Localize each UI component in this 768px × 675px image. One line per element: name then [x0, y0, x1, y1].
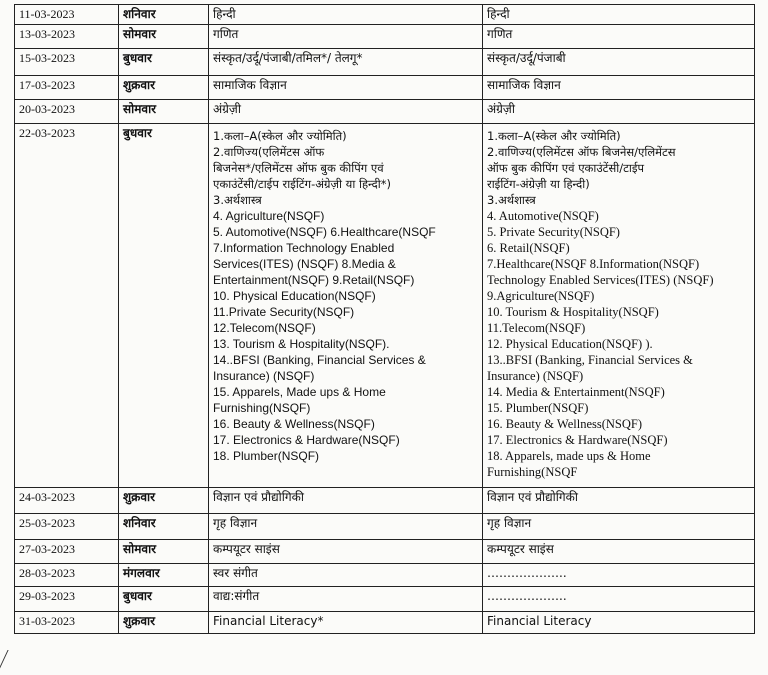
subject-list-item: 2.वाणिज्य(एलिमेंटस ऑफ: [213, 145, 325, 159]
subject-col-a: स्वर संगीत: [209, 564, 483, 587]
subject-col-a: कम्पयूटर साइंस: [209, 540, 483, 564]
table-row: [15, 49, 755, 76]
subject-col-a: अंग्रेज़ी: [209, 100, 483, 124]
exam-day: सोमवार: [119, 540, 209, 564]
subject-list-item: 12.Telecom(NSQF): [213, 321, 316, 335]
exam-date: 11-03-2023: [15, 5, 119, 25]
exam-day: सोमवार: [119, 100, 209, 124]
subject-col-b: अंग्रेज़ी: [483, 100, 755, 124]
exam-date: 27-03-2023: [15, 540, 119, 564]
subject-list-item: 9.Agriculture(NSQF): [487, 289, 595, 303]
subject-list-item: 15. Plumber(NSQF): [487, 401, 589, 415]
exam-date: 13-03-2023: [15, 25, 119, 49]
subject-list-item: 11.Private Security(NSQF): [213, 305, 355, 319]
subject-col-a: हिन्दी: [209, 5, 483, 25]
exam-day: मंगलवार: [119, 564, 209, 587]
subject-list-item: 10. Tourism & Hospitality(NSQF): [487, 305, 659, 319]
exam-date: 25-03-2023: [15, 514, 119, 540]
subject-list-item: 14..BFSI (Banking, Financial Services &: [213, 353, 426, 367]
table-row: [15, 25, 755, 49]
subject-col-b: हिन्दी: [483, 5, 755, 25]
table-row: [15, 76, 755, 100]
subject-col-b: सामाजिक विज्ञान: [483, 76, 755, 100]
subject-list-item: 7.Healthcare(NSQF 8.Information(NSQF): [487, 257, 700, 271]
exam-date: 17-03-2023: [15, 76, 119, 100]
exam-date: 22-03-2023: [15, 124, 119, 488]
subject-list-item: 3.अर्थशास्त्र: [487, 193, 536, 207]
subject-col-a: संस्कृत/उर्दू/पंजाबी/तमिल*/ तेलगू*: [209, 49, 483, 76]
subject-list-item: राईटिंग-अंग्रेज़ी या हिन्दी): [487, 177, 590, 191]
subject-list-item: Entertainment(NSQF) 9.Retail(NSQF): [213, 273, 415, 287]
subject-list-item: 7.Information Technology Enabled: [213, 241, 395, 255]
subject-list-item: 16. Beauty & Wellness(NSQF): [487, 417, 643, 431]
exam-day: शुक्रवार: [119, 612, 209, 634]
subject-list-item: 12. Physical Education(NSQF) ).: [487, 337, 653, 351]
subject-list-item: Furnishing(NSQF: [487, 465, 578, 479]
subject-list-item: 16. Beauty & Wellness(NSQF): [213, 417, 375, 431]
subject-col-a: विज्ञान एवं प्रौद्योगिकी: [209, 488, 483, 514]
subject-list-item: 3.अर्थशास्त्र: [213, 193, 262, 207]
subject-list-item: 14. Media & Entertainment(NSQF): [487, 385, 665, 399]
exam-schedule-table: [14, 4, 755, 634]
table-row: [15, 540, 755, 564]
table-row: [15, 587, 755, 612]
subject-col-b: विज्ञान एवं प्रौद्योगिकी: [483, 488, 755, 514]
subject-list-item: 17. Electronics & Hardware(NSQF): [487, 433, 668, 447]
exam-date: 29-03-2023: [15, 587, 119, 612]
subject-list-item: बिजनेस*/एलिमेंटस ऑफ बुक कीपिंग एवं: [213, 161, 384, 175]
table-row: [15, 564, 755, 587]
exam-date: 15-03-2023: [15, 49, 119, 76]
exam-day: शनिवार: [119, 5, 209, 25]
subject-list-col-a: [209, 124, 483, 488]
subject-list-item: 17. Electronics & Hardware(NSQF): [213, 433, 400, 447]
subject-list-item: 6. Retail(NSQF): [487, 241, 570, 255]
subject-col-a: Financial Literacy*: [209, 612, 483, 634]
table-row: [15, 488, 755, 514]
subject-col-b: गणित: [483, 25, 755, 49]
subject-list-item: 13..BFSI (Banking, Financial Services &: [487, 353, 693, 367]
exam-day: शुक्रवार: [119, 488, 209, 514]
scan-edge-mark: [0, 650, 19, 674]
subject-col-b: ………………..: [483, 564, 755, 587]
subject-list-item: Services(ITES) (NSQF) 8.Media &: [213, 257, 396, 271]
exam-day: शनिवार: [119, 514, 209, 540]
exam-day: बुधवार: [119, 49, 209, 76]
table-row-multi-subject: [15, 124, 755, 488]
exam-date: 28-03-2023: [15, 564, 119, 587]
subject-list-item: 2.वाणिज्य(एलिमेंटस ऑफ बिजनेस/एलिमेंटस: [487, 145, 676, 159]
subject-list-item: 15. Apparels, Made ups & Home: [213, 385, 386, 399]
subject-list-col-b: [483, 124, 755, 488]
subject-col-a: सामाजिक विज्ञान: [209, 76, 483, 100]
subject-list-item: 1.कला–A(स्केल और ज्योमिति): [487, 129, 621, 143]
subject-list-item: 18. Plumber(NSQF): [213, 449, 320, 463]
exam-day: शुक्रवार: [119, 76, 209, 100]
subject-list-item: ऑफ बुक कीपिंग एवं एकाउंटेंसी/टाईप: [487, 161, 645, 175]
subject-list-item: 10. Physical Education(NSQF): [213, 289, 376, 303]
exam-date: 20-03-2023: [15, 100, 119, 124]
subject-list-item: 1.कला–A(स्केल और ज्योमिति): [213, 129, 347, 143]
subject-list-item: 5. Automotive(NSQF) 6.Healthcare(NSQF: [213, 225, 436, 239]
subject-col-b: गृह विज्ञान: [483, 514, 755, 540]
table-row: [15, 100, 755, 124]
exam-date: 24-03-2023: [15, 488, 119, 514]
subject-list-item: Furnishing(NSQF): [213, 401, 311, 415]
subject-col-b: कम्पयूटर साइंस: [483, 540, 755, 564]
exam-day: बुधवार: [119, 587, 209, 612]
subject-list-item: 18. Apparels, made ups & Home: [487, 449, 651, 463]
subject-list-item: Insurance) (NSQF): [213, 369, 315, 383]
subject-list-item: 5. Private Security(NSQF): [487, 225, 620, 239]
subject-list-item: 4. Automotive(NSQF): [487, 209, 599, 223]
exam-day: सोमवार: [119, 25, 209, 49]
subject-list-item: 4. Agriculture(NSQF): [213, 209, 325, 223]
subject-col-b: ………………..: [483, 587, 755, 612]
subject-list-item: 11.Telecom(NSQF): [487, 321, 586, 335]
subject-list-item: Technology Enabled Services(ITES) (NSQF): [487, 273, 714, 287]
subject-list-item: Insurance) (NSQF): [487, 369, 584, 383]
subject-col-b: Financial Literacy: [483, 612, 755, 634]
subject-col-a: गृह विज्ञान: [209, 514, 483, 540]
subject-list-item: 13. Tourism & Hospitality(NSQF).: [213, 337, 390, 351]
subject-col-a: गणित: [209, 25, 483, 49]
table-row: [15, 5, 755, 25]
table-row: [15, 514, 755, 540]
subject-list-item: एकाउंटेंसी/टाईप राईटिंग-अंग्रेज़ी या हिन्दी*): [213, 177, 391, 191]
table-row: [15, 612, 755, 634]
exam-day: बुधवार: [119, 124, 209, 488]
subject-col-a: वाद्य:संगीत: [209, 587, 483, 612]
exam-date: 31-03-2023: [15, 612, 119, 634]
subject-col-b: संस्कृत/उर्दू/पंजाबी: [483, 49, 755, 76]
